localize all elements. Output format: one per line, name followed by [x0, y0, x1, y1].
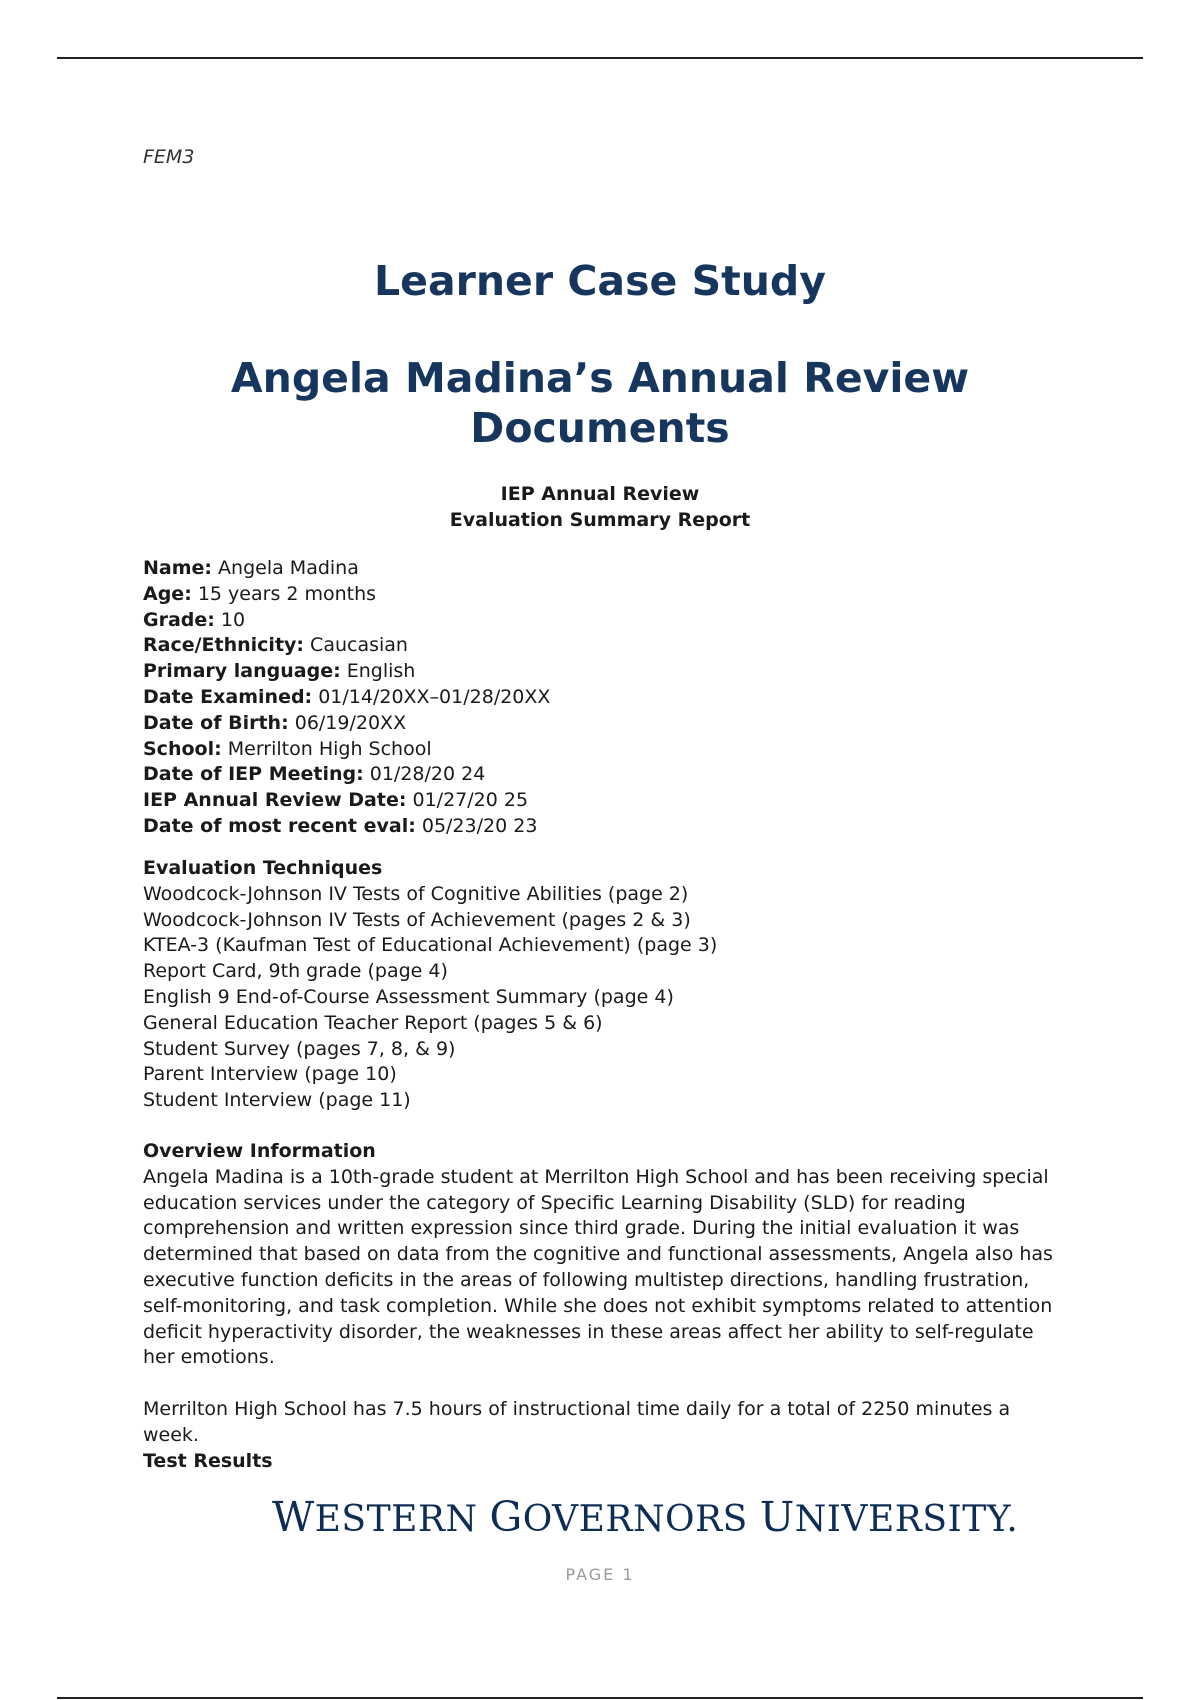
field-label: Date Examined:	[143, 685, 313, 708]
field-value: 06/19/20XX	[288, 711, 407, 734]
document-code: FEM3	[143, 146, 195, 168]
instructional-time-paragraph: Merrilton High School has 7.5 hours of instructional time daily for a total of 2250 minutes a week.	[143, 1397, 1011, 1446]
bottom-rule	[57, 1697, 1143, 1699]
info-school	[143, 737, 1063, 763]
field-value: Caucasian	[304, 634, 408, 657]
field-label: Date of IEP Meeting:	[143, 763, 364, 786]
field-label: Race/Ethnicity:	[143, 634, 305, 657]
report-heading	[0, 481, 1200, 533]
list-item: KTEA-3 (Kaufman Test of Educational Achievement) (page 3)	[143, 934, 718, 957]
field-label: Date of most recent eval:	[143, 814, 416, 837]
page-number: PAGE 1	[565, 1565, 635, 1584]
field-value: 10	[214, 608, 246, 631]
overview-section	[143, 1139, 1063, 1474]
list-item: Woodcock-Johnson IV Tests of Cognitive Abilities (page 2)	[143, 882, 689, 905]
test-results-heading: Test Results	[143, 1449, 273, 1472]
field-value: 05/23/20 23	[415, 814, 538, 837]
university-logo	[258, 1489, 1019, 1545]
info-name	[143, 556, 1063, 582]
field-value: 01/14/20XX–01/28/20XX	[312, 685, 551, 708]
list-item: Report Card, 9th grade (page 4)	[143, 960, 448, 983]
top-rule	[57, 57, 1143, 59]
info-date-examined	[143, 685, 1063, 711]
evaluation-techniques	[143, 856, 1063, 1114]
field-label: Date of Birth:	[143, 711, 289, 734]
document-subtitle: Angela Madina’s Annual Review Documents	[230, 354, 970, 452]
info-primary-language	[143, 659, 1063, 685]
document-title: Learner Case Study	[374, 257, 826, 305]
field-value: English	[340, 660, 416, 683]
field-value: 15 years 2 months	[191, 582, 377, 605]
field-value: 01/27/20 25	[406, 789, 529, 812]
evaluation-heading: Evaluation Techniques	[143, 857, 383, 879]
field-label: IEP Annual Review Date:	[143, 789, 407, 812]
field-value: 01/28/20 24	[363, 763, 486, 786]
list-item: General Education Teacher Report (pages 5 & 6)	[143, 1011, 603, 1034]
info-iep-review-date	[143, 788, 1063, 814]
field-value: Merrilton High School	[221, 737, 432, 760]
list-item: Woodcock-Johnson IV Tests of Achievement (pages 2 & 3)	[143, 908, 691, 931]
info-recent-eval-date	[143, 814, 1063, 840]
university-wordmark: WESTERN GOVERNORS UNIVERSITY.	[272, 1493, 1019, 1541]
list-item: English 9 End-of-Course Assessment Summary (page 4)	[143, 985, 674, 1008]
overview-heading: Overview Information	[143, 1140, 376, 1162]
field-label: Grade:	[143, 608, 215, 631]
info-age	[143, 582, 1063, 608]
field-value: Angela Madina	[212, 557, 359, 579]
report-subtitle: Evaluation Summary Report	[449, 509, 751, 531]
list-item: Student Survey (pages 7, 8, & 9)	[143, 1037, 456, 1060]
overview-paragraph: Angela Madina is a 10th-grade student at Merrilton High School and has been receiving special education services under the category of Specific Learning Disability (SLD) for reading comprehension and written expression since third grade. During the initial evaluation it was determined that based on data from the cognitive and functional assessments, Angela also has executive function deficits in the areas of following multistep directions, handling frustration, self-monitoring, and task completion. While she does not exhibit symptoms related to attention deficit hyperactivity disorder, the weaknesses in these areas affect her ability to self-regulate her emotions.	[143, 1165, 1053, 1369]
field-label: School:	[143, 737, 222, 760]
info-grade	[143, 608, 1063, 634]
info-race-ethnicity	[143, 633, 1063, 659]
report-title: IEP Annual Review	[500, 483, 700, 505]
info-iep-meeting-date	[143, 762, 1063, 788]
field-label: Primary language:	[143, 660, 341, 683]
field-label: Name:	[143, 557, 213, 579]
list-item: Parent Interview (page 10)	[143, 1063, 397, 1086]
info-date-of-birth	[143, 711, 1063, 737]
student-info	[143, 556, 1063, 840]
list-item: Student Interview (page 11)	[143, 1089, 411, 1112]
field-label: Age:	[143, 582, 192, 605]
